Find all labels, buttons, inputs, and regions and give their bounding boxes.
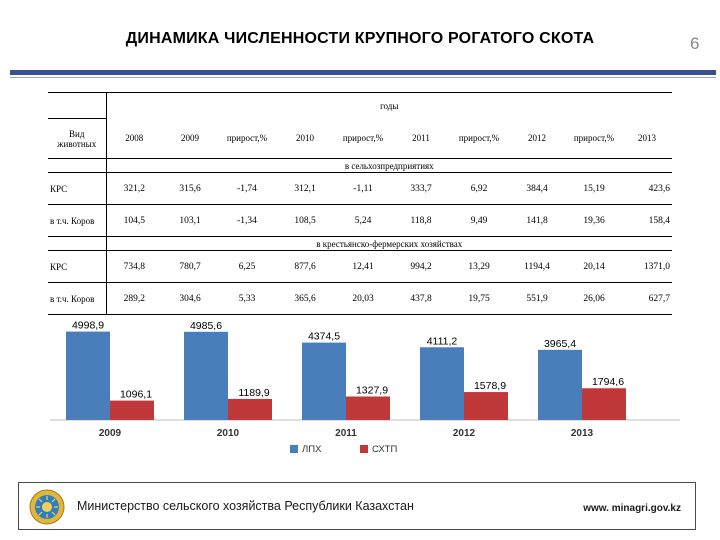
footer bbox=[18, 482, 696, 530]
table-cell: 6,25 bbox=[218, 251, 276, 283]
row-label: в т.ч. Коров bbox=[48, 205, 106, 237]
bar-lph bbox=[66, 332, 110, 420]
title-rule-thin bbox=[10, 77, 716, 78]
data-label: 3965,4 bbox=[543, 337, 577, 350]
table-row bbox=[48, 205, 672, 237]
state-emblem-icon bbox=[29, 489, 65, 525]
bar-lph bbox=[302, 343, 346, 420]
row-label: в т.ч. Коров bbox=[48, 283, 106, 315]
table-cell: 365,6 bbox=[276, 283, 334, 315]
table-cell: 26,06 bbox=[566, 283, 622, 315]
table-cell: 384,4 bbox=[508, 173, 566, 205]
bar-chart bbox=[40, 306, 690, 464]
table-cell: 437,8 bbox=[392, 283, 450, 315]
bar-skhtp bbox=[582, 388, 626, 420]
x-tick-label: 2009 bbox=[98, 428, 122, 439]
table-cell: 13,29 bbox=[450, 251, 508, 283]
table-cell: 1194,4 bbox=[508, 251, 566, 283]
data-label: 1794,6 bbox=[591, 376, 625, 389]
type-header bbox=[48, 119, 106, 159]
bar-skhtp bbox=[110, 401, 154, 420]
table-cell: 12,41 bbox=[334, 251, 392, 283]
table-cell: 994,2 bbox=[392, 251, 450, 283]
column-header: прирост,% bbox=[226, 133, 268, 144]
page-number: 6 bbox=[690, 34, 700, 53]
table-cell: 321,2 bbox=[106, 173, 162, 205]
livestock-table bbox=[48, 92, 672, 315]
type-header-line1: Вид bbox=[69, 128, 85, 139]
data-label: 4998,9 bbox=[71, 319, 105, 332]
bar-skhtp bbox=[346, 397, 390, 420]
data-label: 4111,2 bbox=[426, 335, 458, 348]
column-header: прирост,% bbox=[458, 133, 500, 144]
data-label: 1327,9 bbox=[355, 384, 389, 397]
table-row bbox=[48, 173, 672, 205]
table-cell: 5,24 bbox=[334, 205, 392, 237]
years-header: годы bbox=[106, 93, 672, 119]
table-cell: 19,75 bbox=[450, 283, 508, 315]
data-label: 4985,6 bbox=[189, 319, 223, 332]
bar-skhtp bbox=[464, 392, 508, 420]
x-tick-label: 2012 bbox=[452, 428, 476, 439]
legend-swatch bbox=[290, 445, 298, 453]
table-row bbox=[48, 251, 672, 283]
table-cell: 333,7 bbox=[392, 173, 450, 205]
column-header: 2009 bbox=[181, 133, 199, 144]
section-title: в сельхозпредприятиях bbox=[106, 159, 672, 173]
column-header: 2013 bbox=[638, 133, 657, 144]
table-cell: 877,6 bbox=[276, 251, 334, 283]
table-cell: 15,19 bbox=[566, 173, 622, 205]
footer-url: www. minagri.gov.kz bbox=[583, 503, 681, 514]
table-cell: 289,2 bbox=[106, 283, 162, 315]
table-cell: 103,1 bbox=[162, 205, 218, 237]
table-cell: 780,7 bbox=[162, 251, 218, 283]
table-cell: 108,5 bbox=[276, 205, 334, 237]
table-cell: -1,74 bbox=[218, 173, 276, 205]
bar-lph bbox=[538, 350, 582, 420]
row-label: КРС bbox=[48, 251, 106, 283]
table-cell: 315,6 bbox=[162, 173, 218, 205]
table-cell: 141,8 bbox=[508, 205, 566, 237]
table-cell: 423,6 bbox=[622, 173, 672, 205]
table-cell: 20,14 bbox=[566, 251, 622, 283]
legend-swatch bbox=[360, 445, 368, 453]
data-label: 1578,9 bbox=[473, 380, 507, 393]
type-header-line2: животных bbox=[57, 138, 97, 149]
legend-label: ЛПХ bbox=[302, 444, 322, 455]
table-cell: 19,36 bbox=[566, 205, 622, 237]
legend-label: СХТП bbox=[372, 444, 398, 455]
table-cell: 20,03 bbox=[334, 283, 392, 315]
x-tick-label: 2013 bbox=[570, 428, 594, 439]
table-cell: 5,33 bbox=[218, 283, 276, 315]
column-header: 2008 bbox=[106, 119, 162, 159]
column-header: прирост,% bbox=[342, 133, 384, 144]
bar-lph bbox=[184, 332, 228, 420]
slide-title: ДИНАМИКА ЧИСЛЕННОСТИ КРУПНОГО РОГАТОГО СКОТА bbox=[125, 30, 595, 47]
table-cell: 104,5 bbox=[106, 205, 162, 237]
bar-lph bbox=[420, 347, 464, 420]
bar-skhtp bbox=[228, 399, 272, 420]
title-rule bbox=[10, 70, 716, 75]
table-cell: -1,11 bbox=[334, 173, 392, 205]
x-tick-label: 2011 bbox=[335, 428, 357, 439]
column-header: 2011 bbox=[412, 133, 430, 144]
data-label: 1189,9 bbox=[238, 386, 270, 399]
footer-ministry: Министерство сельского хозяйства Республики Казахстан bbox=[77, 499, 414, 513]
table-cell: 1371,0 bbox=[622, 251, 672, 283]
table-cell: 9,49 bbox=[450, 205, 508, 237]
table-cell: 734,8 bbox=[106, 251, 162, 283]
row-label: КРС bbox=[48, 173, 106, 205]
data-label: 4374,5 bbox=[307, 330, 341, 343]
column-header: прирост,% bbox=[573, 133, 615, 144]
data-label: 1096,1 bbox=[119, 388, 153, 401]
table-cell: 6,92 bbox=[450, 173, 508, 205]
table-cell: -1,34 bbox=[218, 205, 276, 237]
x-tick-label: 2010 bbox=[216, 428, 240, 439]
table-cell: 304,6 bbox=[162, 283, 218, 315]
section-title: в крестьянско-фермерских хозяйствах bbox=[106, 237, 672, 251]
table-cell: 158,4 bbox=[622, 205, 672, 237]
table-cell: 312,1 bbox=[276, 173, 334, 205]
table-cell: 627,7 bbox=[622, 283, 672, 315]
column-header: 2010 bbox=[296, 133, 314, 144]
column-header: 2012 bbox=[528, 133, 546, 144]
table-cell: 551,9 bbox=[508, 283, 566, 315]
table-cell: 118,8 bbox=[392, 205, 450, 237]
